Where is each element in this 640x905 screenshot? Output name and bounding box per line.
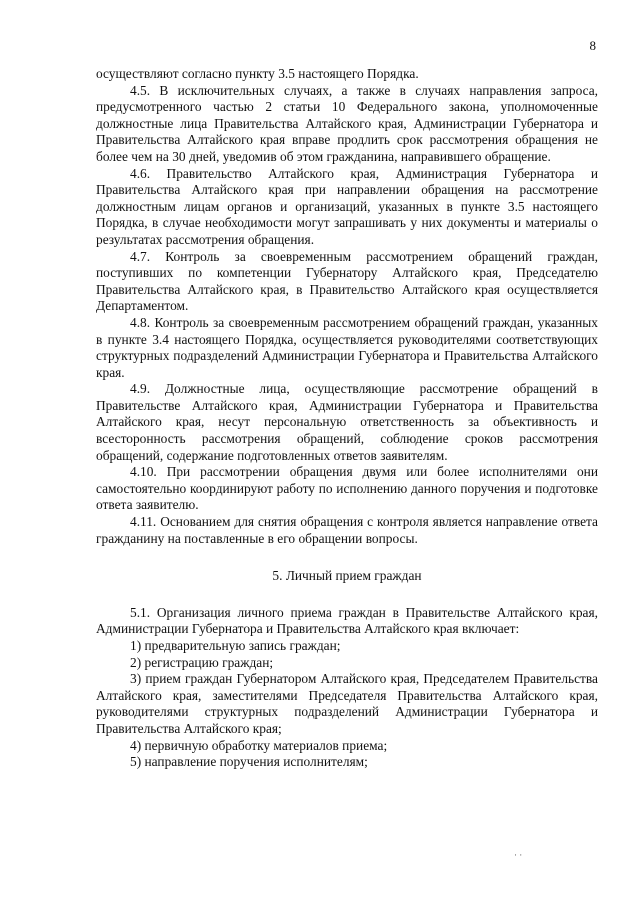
list-item: 1) предварительную запись граждан; [130,638,341,653]
section-title: 5. Личный прием граждан [272,568,422,584]
paragraph-continuation: осуществляют согласно пункту 3.5 настоящего Порядка. [96,66,419,81]
paragraph-5-1: 5.1. Организация личного приема граждан в Правительстве Алтайского края, Администрации Губернатора и Правительства Алтайского края включает: [96,604,598,637]
list-item: 3) прием граждан Губернатором Алтайского края, Председателем Правительства Алтайского края, заместителями Председателя Правительства Алтайского края, руководителями структурных подразделений Администрации Губернатора и Правительства Алтайского края; [96,671,598,736]
page-number: 8 [589,38,596,53]
document-body [96,66,598,771]
list-item: 4) первичную обработку материалов приема; [130,737,388,753]
list-item: 5) направление поручения исполнителям; [130,754,368,770]
scan-specks: · · [514,850,523,860]
paragraph-4-9: 4.9. Должностные лица, осуществляющие рассмотрение обращений в Правительстве Алтайского края, Администрации Губернатора и Правительства Алтайского края, несут персональную ответственность за объективность и всесторонность рассмотрения обращений, соблюдение сроков рассмотрения обращений, содержание подготовленных ответов заявителям. [96,381,598,463]
paragraph-4-11: 4.11. Основанием для снятия обращения с контроля является направление ответа гражданину на поставленные в его обращении вопросы. [96,514,598,546]
paragraph-4-10: 4.10. При рассмотрении обращения двумя или более исполнителями они самостоятельно координируют работу по исполнению данного поручения и подготовке ответа заявителю. [96,464,598,513]
paragraph-4-5: 4.5. В исключительных случаях, а также в случаях направления запроса, предусмотренного частью 2 статьи 10 Федерального закона, уполномоченные должностные лица Правительства Алтайского края, Администрации Губернатора и Правительства Алтайского края вправе продлить срок рассмотрения обращения не более чем на 30 дней, уведомив об этом гражданина, направившего обращение. [96,82,598,164]
paragraph-4-6: 4.6. Правительство Алтайского края, Администрация Губернатора и Правительства Алтайского края при направлении обращения на рассмотрение должностным лицам органов и организаций, указанных в пункте 3.5 настоящего Порядка, в случае необходимости могут запрашивать у них документы и материалы о результатах рассмотрения обращения. [96,165,598,247]
list-item: 2) регистрацию граждан; [130,654,274,670]
paragraph-4-8: 4.8. Контроль за своевременным рассмотрением обращений граждан, указанных в пункте 3.4 настоящего Порядка, осуществляется руководителями соответствующих структурных подразделений Администрации Губернатора и Правительства Алтайского края. [96,314,598,380]
paragraph-4-7: 4.7. Контроль за своевременным рассмотрением обращений граждан, поступивших по компетенции Губернатору Алтайского края, Председателю Правительства Алтайского края, в Правительство Алтайского края осуществляется Департаментом. [96,248,598,314]
